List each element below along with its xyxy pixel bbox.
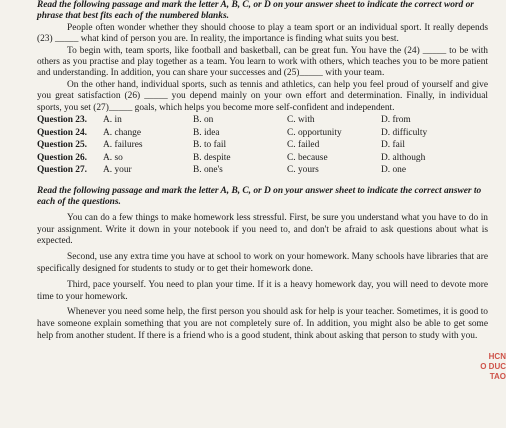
section-gap — [37, 177, 488, 186]
question-label: Question 23. — [37, 115, 88, 126]
question-row — [37, 114, 488, 127]
question-label: Question 27. — [37, 165, 88, 176]
paragraph: Third, pace yourself. You need to plan your time. If it is a heavy homework day, you will need to devote more time to your homework. — [37, 279, 488, 302]
section-2 — [37, 186, 488, 343]
option-a: A. your — [103, 165, 132, 176]
stamp-text: TAO — [489, 372, 506, 381]
section-1 — [37, 0, 488, 177]
stamp-text: HCN — [488, 352, 506, 361]
stamp-text: O DUC — [480, 362, 506, 371]
red-stamp — [476, 352, 506, 428]
paragraph: You can do a few things to make homework less stressful. First, be sure you understand what you have to do in your assignment. Write it down in your notebook if you need to, and don't be afraid to ask questions about what is expected. — [37, 212, 488, 247]
paragraph: To begin with, team sports, like football and basketball, can be great fun. You have the (24) _____ to be with others as you practise and play together as a team. You learn to work with others, which teaches you to be more patient and understanding. In addition, you can share your successes and (25)_____ with your team. — [37, 45, 488, 79]
option-c: C. because — [287, 152, 328, 163]
option-a: A. so — [103, 152, 123, 163]
option-d: D. fail — [381, 140, 405, 151]
section-2-instruction: Read the following passage and mark the letter A, B, C, or D on your answer sheet to indicate the correct answer to each of the questions. — [37, 186, 482, 208]
option-c: C. yours — [287, 165, 319, 176]
option-c: C. with — [287, 115, 315, 126]
paragraph: On the other hand, individual sports, such as tennis and athletics, can help you feel proud of yourself and give you great satisfaction (26) _____ you depend mainly on your own effort and determination. Finally, in individual sports, you set (27)_____ goals, which helps you become more self-confident and independent. — [37, 79, 488, 113]
option-b: B. despite — [193, 152, 231, 163]
option-b: B. one's — [193, 165, 223, 176]
option-a: A. in — [103, 115, 122, 126]
paragraph: Whenever you need some help, the first person you should ask for help is your teacher. Sometimes, it is good to have someone explain something that you are not completely sure of. In addition, you might also be able to get some help from another student. If there is a friend who is a good student, think about asking that person to study with you. — [37, 307, 488, 342]
option-d: D. although — [381, 152, 426, 163]
paragraph: Second, use any extra time you have at school to work on your homework. Many schools have libraries that are specifically designed for students to study or to get their homework done. — [37, 252, 488, 275]
section-1-instruction: Read the following passage and mark the letter A, B, C, or D on your answer sheet to indicate the correct word or phrase that best fits each of the numbered blanks. — [37, 0, 474, 22]
option-a: A. failures — [103, 140, 143, 151]
question-label: Question 26. — [37, 152, 88, 163]
option-d: D. from — [381, 115, 411, 126]
question-row — [37, 164, 488, 177]
question-label: Question 25. — [37, 140, 88, 151]
option-b: B. to fail — [193, 140, 227, 151]
question-row — [37, 139, 488, 152]
option-c: C. opportunity — [287, 127, 342, 138]
question-row — [37, 152, 488, 165]
question-label: Question 24. — [37, 127, 88, 138]
question-row — [37, 127, 488, 140]
option-d: D. one — [381, 165, 406, 176]
paragraph: People often wonder whether they should choose to play a team sport or an individual sport. It really depends (23) _____ what kind of person you are. In reality, the importance is finding what suits you best. — [37, 22, 488, 45]
option-b: B. idea — [193, 127, 220, 138]
option-c: C. failed — [287, 140, 320, 151]
option-a: A. change — [103, 127, 142, 138]
option-d: D. difficulty — [381, 127, 428, 138]
option-b: B. on — [193, 115, 214, 126]
